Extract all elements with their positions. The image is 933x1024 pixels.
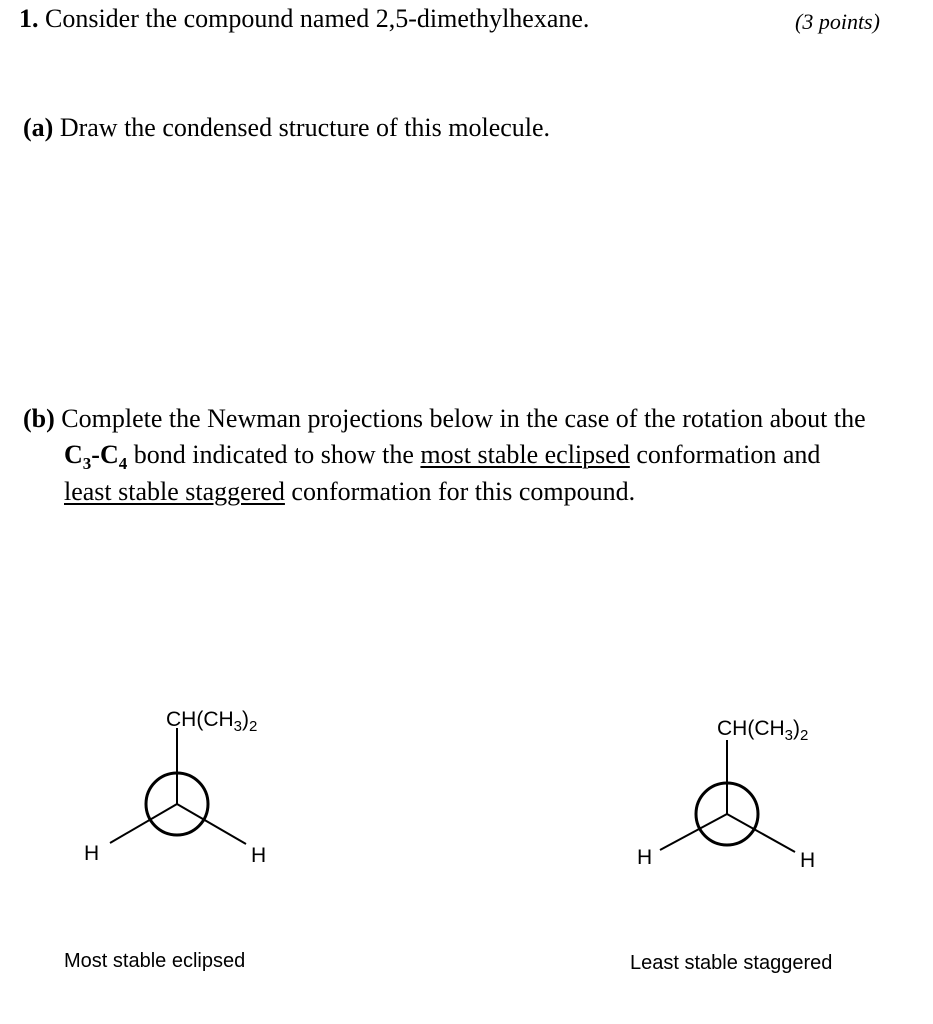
- part-a-text: Draw the condensed structure of this molecule.: [53, 113, 551, 142]
- left-hydrogen-label: H: [84, 842, 100, 865]
- part-b-text-3: conformation and: [629, 440, 821, 469]
- caption-most-stable-eclipsed: Most stable eclipsed: [64, 950, 246, 972]
- newman-diagram-right: [637, 717, 815, 872]
- question-number: 1.: [19, 4, 39, 33]
- top-group-label: $CH(CH_3)_2$: [166, 708, 258, 735]
- part-b-text-4: conformation for this compound.: [284, 477, 636, 506]
- part-b-text-1: Complete the Newman projections below in the case of the rotation about the: [54, 404, 866, 433]
- left-hydrogen-label: H: [637, 846, 653, 869]
- part-a-label: (a): [23, 113, 54, 142]
- least-stable-staggered-phrase: least stable staggered: [64, 477, 285, 506]
- part-b-text-2: bond indicated to show the: [127, 440, 421, 469]
- newman-diagram-left: [84, 708, 266, 867]
- front-bond-right: [727, 814, 795, 852]
- front-bond-left: [110, 804, 177, 843]
- front-bond-right: [177, 804, 246, 844]
- right-hydrogen-label: H: [251, 844, 267, 867]
- question-text: Consider the compound named 2,5-dimethylhexane.: [38, 4, 590, 33]
- top-group-label: $CH(CH_3)_2$: [717, 717, 809, 744]
- right-hydrogen-label: H: [800, 849, 816, 872]
- most-stable-eclipsed-phrase: most stable eclipsed: [420, 440, 630, 469]
- caption-least-stable-staggered: Least stable staggered: [630, 952, 833, 974]
- carbon-3-label: $C_3-C_4$: [64, 440, 128, 474]
- part-b-label: (b): [23, 404, 55, 433]
- points-label: (3 points): [795, 9, 880, 34]
